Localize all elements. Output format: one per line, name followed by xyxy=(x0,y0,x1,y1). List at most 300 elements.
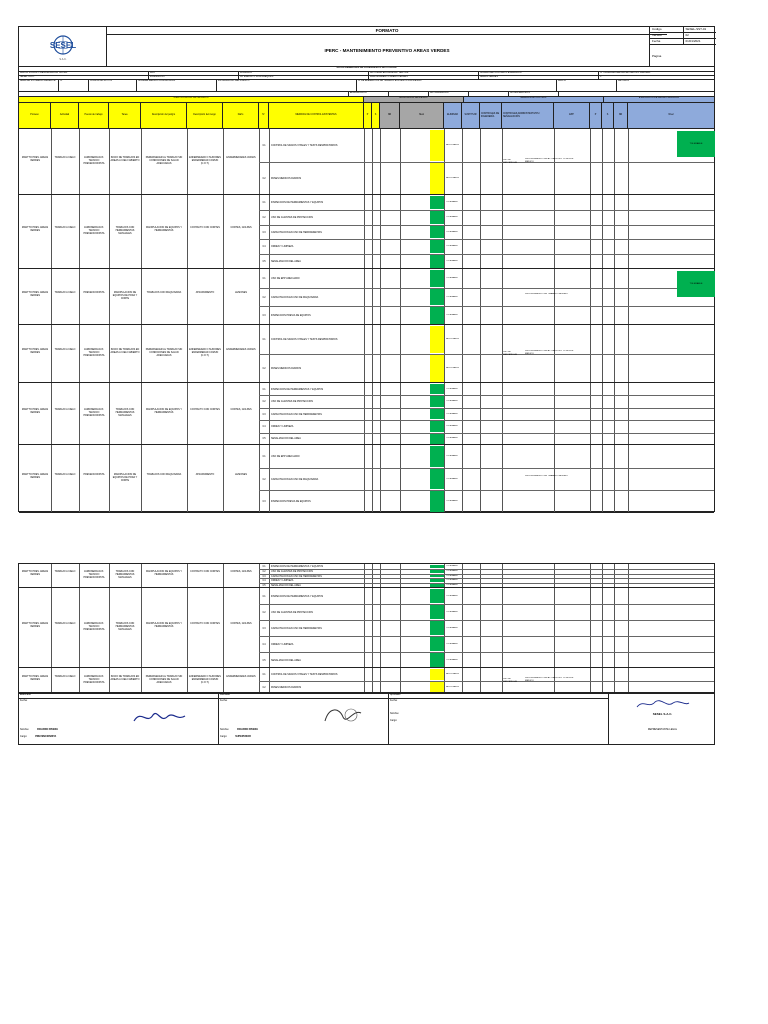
control-text: CAPACITACION EN USO DE MAQUINARIA xyxy=(271,477,319,481)
engineering-control: USO DE MASCARILLAS xyxy=(503,159,518,164)
info-row xyxy=(19,80,714,92)
risk-level-cell xyxy=(430,605,444,619)
signature-aprobado xyxy=(389,693,609,745)
cell-risk: ATRAPAMIENTO xyxy=(195,291,215,294)
document-header xyxy=(19,27,714,67)
control-number: C1 xyxy=(262,200,266,204)
risk-level-label: TOLERABLE xyxy=(446,215,458,218)
risk-level-label: TOLERABLE xyxy=(446,412,458,415)
control-number: C2 xyxy=(262,295,266,299)
cell-activity: TRABAJO A CIELO xyxy=(54,408,76,411)
col-proceso: Proceso xyxy=(19,103,51,128)
grid-line xyxy=(223,195,224,268)
risk-level-label: TOLERABLE xyxy=(446,276,458,279)
grid-line xyxy=(51,445,52,512)
company-value: 5 xyxy=(600,76,602,78)
info-label: NOMBRE MEDICO OCUPACIONAL xyxy=(137,80,217,91)
risk-level-cell xyxy=(430,434,444,444)
signature-position-label: Cargo: xyxy=(220,735,228,738)
grid-line xyxy=(480,269,481,324)
grid-line xyxy=(602,383,603,444)
col-controles-existentes: MEDIDAS DE CONTROL EXISTENTES xyxy=(269,103,364,128)
risk-level-label: TOLERABLE xyxy=(446,579,458,582)
control-text: SEÑALIZACION DEL AREA xyxy=(271,658,301,662)
document-sheet-2 xyxy=(18,563,715,745)
grid-line xyxy=(51,325,52,382)
grid-line xyxy=(223,383,224,444)
risk-block xyxy=(19,668,714,694)
col-p2: P xyxy=(590,103,602,128)
col-epp: EPP xyxy=(554,103,590,128)
grid-line xyxy=(109,383,110,444)
row-divider xyxy=(259,225,714,226)
risk-level-cell xyxy=(430,255,444,268)
control-text: ORDEN Y LIMPIEZA xyxy=(271,579,294,583)
cell-process: MANTTO PREV. AREAS VERDES xyxy=(21,570,49,576)
cell-damage: LESIONES xyxy=(235,291,247,294)
row-divider xyxy=(259,652,714,653)
cell-activity: TRABAJO A CIELO xyxy=(54,675,76,678)
grid-line xyxy=(462,445,463,512)
col-nivel2: Nivel xyxy=(628,103,714,128)
signature-elaborado xyxy=(19,693,219,745)
cell-hazard: MANIPULACION DE EQUIPOS Y HERRAMIENTAS xyxy=(146,622,182,628)
cell-damage: LESIONES xyxy=(235,473,247,476)
grid-line xyxy=(79,445,80,512)
grid-line xyxy=(269,588,270,667)
grid-line xyxy=(79,588,80,667)
grid-line xyxy=(141,129,142,194)
signature-position-label: Cargo: xyxy=(20,735,28,738)
risk-level-cell xyxy=(430,446,444,467)
grid-line xyxy=(187,383,188,444)
grid-line xyxy=(380,445,381,512)
risk-level-label: TOLERABLE xyxy=(446,245,458,248)
cell-hazard: MANIPULACION DE EQUIPOS Y HERRAMIENTAS xyxy=(146,226,182,232)
grid-line xyxy=(187,564,188,587)
control-text: INSPECCION DE HERRAMIENTAS Y EQUIPOS xyxy=(271,200,324,204)
risk-level-cell xyxy=(430,421,444,431)
grid-line xyxy=(380,195,381,268)
grid-line xyxy=(187,195,188,268)
risk-level-label: TOLERABLE xyxy=(446,564,458,567)
cell-activity: TRABAJO A CIELO xyxy=(54,291,76,294)
control-number: C3 xyxy=(262,574,266,578)
risk-block xyxy=(19,564,714,588)
cell-process: MANTTO PREV. AREAS VERDES xyxy=(21,675,49,681)
grid-line xyxy=(444,383,445,444)
cell-position: JARDINERO/AUX. TECNICO PREVENCIONISTA xyxy=(83,622,105,631)
svg-text:SESEL: SESEL xyxy=(49,41,77,50)
company-value: AREAS VERDES xyxy=(479,76,599,79)
grid-line xyxy=(614,445,615,512)
cell-damage: ENFERMEDADES VARIAS xyxy=(226,348,256,351)
grid-line xyxy=(554,195,555,268)
grid-line xyxy=(502,588,503,667)
residual-level: TOLERABLE xyxy=(677,271,715,297)
grid-line xyxy=(372,588,373,667)
sesel-logo-icon xyxy=(19,27,107,67)
control-number: C1 xyxy=(262,338,266,341)
grid-line xyxy=(400,383,401,444)
grid-line xyxy=(602,195,603,268)
control-number: C2 xyxy=(262,177,266,180)
signature-role: Aprobado xyxy=(389,693,608,699)
risk-level-cell xyxy=(430,584,444,587)
control-number: C2 xyxy=(262,215,266,219)
row-divider xyxy=(259,306,714,307)
grid-line xyxy=(109,564,110,587)
row-divider xyxy=(259,354,714,355)
row-divider xyxy=(259,604,714,605)
risk-block xyxy=(19,383,714,445)
company-stamp xyxy=(609,693,716,745)
grid-line xyxy=(372,269,373,324)
control-text: ORDEN Y LIMPIEZA xyxy=(271,245,294,249)
cell-position: JARDINERO/AUX. TECNICO PREVENCIONISTA xyxy=(83,226,105,235)
signature-date-label: Fecha: xyxy=(390,698,398,702)
grid-line xyxy=(628,195,629,268)
grid-line xyxy=(141,445,142,512)
grid-line xyxy=(187,445,188,512)
grid-line xyxy=(502,195,503,268)
band-identification: IDENTIFICACION DE PELIGROS xyxy=(19,97,364,102)
risk-level-cell xyxy=(430,196,444,209)
grid-line xyxy=(109,445,110,512)
cell-task: TRABAJOS CON HERRAMIENTAS MANUALES xyxy=(115,622,135,631)
control-text: CAPACITACION EN USO DE HERRAMIENTAS xyxy=(271,626,322,630)
administrative-control: PROCEDIMIENTO DE TRABAJO SEGURO xyxy=(525,475,568,477)
document-code-box xyxy=(649,27,716,67)
control-number: C1 xyxy=(262,673,266,676)
grid-line xyxy=(462,195,463,268)
control-number: C3 xyxy=(262,500,266,504)
cell-hazard: PERMANECER AL TRABAJO SIN CONDICIONES DE SALUD ADECUADAS xyxy=(145,156,183,165)
cell-risk: ENFERMEDAD O SUDORES ENFERMEDAD COMUN (C.O.T.) xyxy=(189,675,221,684)
cell-process: MANTTO PREV. AREAS VERDES xyxy=(21,473,49,479)
risk-level-cell xyxy=(430,240,444,253)
control-text: CAPACITACION EN USO DE HERRAMIENTAS xyxy=(271,412,322,416)
cell-hazard: MANIPULACION DE EQUIPOS Y HERRAMIENTAS xyxy=(146,570,182,576)
grid-line xyxy=(590,383,591,444)
grid-line xyxy=(554,269,555,324)
company-value: 20486895XXX xyxy=(149,76,239,79)
control-number: C1 xyxy=(262,564,266,568)
grid-line xyxy=(380,269,381,324)
grid-line xyxy=(141,564,142,587)
control-text: CONTROL DE SIGNOS VITALES Y TESTS RESPIRATORIOS xyxy=(271,144,338,147)
risk-level-cell xyxy=(430,589,444,603)
signature-position: PREVENCIONISTA xyxy=(35,735,57,738)
risk-level-cell xyxy=(430,653,444,667)
info-label: Nº DE ELEMENTOS DE TRABAJO EXPUESTOS AL RIESGO xyxy=(357,80,557,91)
risk-level-label: IMPORTANTE xyxy=(446,338,459,340)
column-header-row xyxy=(19,103,714,129)
row-divider xyxy=(259,395,714,396)
col-s2: S xyxy=(602,103,614,128)
control-number: C3 xyxy=(262,412,266,416)
risk-level-label: TOLERABLE xyxy=(446,400,458,403)
cell-position: PREVENCIONISTA xyxy=(83,473,105,476)
info-label: INFORMACION DEL PUESTO xyxy=(217,80,357,91)
risk-level-label: IMPORTANTE xyxy=(446,177,459,179)
company-label: ACTIVIDAD ECONOMICA / SECTOR xyxy=(369,72,479,75)
control-number: C3 xyxy=(262,230,266,234)
grid-line xyxy=(614,195,615,268)
grid-line xyxy=(223,129,224,194)
col-nr: NR xyxy=(380,103,400,128)
company-value: MANTENIMIENTO AREAS VERDES xyxy=(369,76,479,79)
grid-line xyxy=(400,445,401,512)
signature-name-label: Nombre: xyxy=(20,728,30,731)
grid-line xyxy=(187,588,188,667)
grid-line xyxy=(79,129,80,194)
risk-level-label: TOLERABLE xyxy=(446,584,458,587)
cell-hazard: TRABAJOS CON MAQUINARIA xyxy=(146,291,182,294)
band-control: MEDIDAS DE CONTROL xyxy=(464,97,604,102)
risk-level-cell xyxy=(430,289,444,306)
cell-damage: CORTES, GOLPES xyxy=(230,408,252,411)
control-text: CAPACITACION EN USO DE MAQUINARIA xyxy=(271,295,319,299)
code-value: SESEL-SST-01 xyxy=(683,27,717,32)
control-text: SEÑALIZACION DEL AREA xyxy=(271,260,301,264)
grid-line xyxy=(554,445,555,512)
company-label: RUC xyxy=(149,72,239,75)
grid-line xyxy=(602,445,603,512)
cell-task: INICIO DE TRABAJOS EN AREAS A CIELO ABIERTO xyxy=(110,156,140,162)
control-number: C5 xyxy=(262,437,266,441)
format-label: FORMATO xyxy=(107,27,667,35)
grid-line xyxy=(502,269,503,324)
band-residual: EVALUACION DE RIESGO RESIDUAL xyxy=(604,97,714,102)
row-divider xyxy=(259,420,714,421)
grid-line xyxy=(628,588,629,667)
grid-line xyxy=(480,588,481,667)
grid-line xyxy=(51,129,52,194)
cell-damage: ENFERMEDADES VARIAS xyxy=(226,675,256,678)
date-label: Fecha xyxy=(652,39,661,43)
grid-line xyxy=(372,383,373,444)
grid-line xyxy=(269,269,270,324)
signature-position: SUPERVISOR xyxy=(235,735,251,738)
grid-line xyxy=(141,195,142,268)
grid-line xyxy=(187,269,188,324)
cell-position: PREVENCIONISTA xyxy=(83,291,105,294)
signature-date-label: Fecha: xyxy=(20,698,28,702)
grid-line xyxy=(590,588,591,667)
risk-level-label: TOLERABLE xyxy=(446,477,458,480)
administrative-control: PROCEDIMIENTO DE ACTUACION Y CONTROL MEDICO xyxy=(525,158,574,163)
col-nivel: Nivel xyxy=(400,103,444,128)
grid-line xyxy=(372,195,373,268)
control-number: C1 xyxy=(262,387,266,391)
grid-line xyxy=(109,325,110,382)
risk-level-cell xyxy=(430,211,444,224)
company-label: RAZON SOCIAL O DENOMINACION SOCIAL xyxy=(19,72,149,75)
risk-level-label: TOLERABLE xyxy=(446,200,458,203)
page-label: Página xyxy=(652,54,662,58)
cell-position: JARDINERO/AUX. TECNICO PREVENCIONISTA xyxy=(83,408,105,417)
signature-name: RICARDO RIVERA xyxy=(237,728,259,731)
row-divider xyxy=(259,681,714,682)
risk-level-cell xyxy=(430,226,444,239)
grid-line xyxy=(400,588,401,667)
risk-level-label: TOLERABLE xyxy=(446,626,458,629)
grid-line xyxy=(400,195,401,268)
risk-level-cell xyxy=(430,565,444,568)
row-divider xyxy=(259,210,714,211)
cell-damage: ENFERMEDADES VARIAS xyxy=(226,156,256,159)
risk-level-cell xyxy=(430,469,444,490)
cell-process: MANTTO PREV. AREAS VERDES xyxy=(21,291,49,297)
cell-task: TRABAJOS CON HERRAMIENTAS MANUALES xyxy=(115,408,135,417)
cell-risk: CONTACTO CON CORTES xyxy=(190,226,220,229)
cell-risk: CONTACTO CON CORTES xyxy=(190,570,220,573)
control-text: USO DE EPP ADECUADO xyxy=(271,276,300,280)
cell-process: MANTTO PREV. AREAS VERDES xyxy=(21,622,49,628)
risk-level-label: IMPORTANTE xyxy=(446,673,459,675)
grid-line xyxy=(109,588,110,667)
engineering-control: USO DE MASCARILLAS xyxy=(503,678,518,683)
risk-block xyxy=(19,588,714,668)
control-number: C2 xyxy=(262,367,266,370)
control-text: USO DE EPP ADECUADO xyxy=(271,454,300,458)
grid-line xyxy=(364,195,365,268)
grid-line xyxy=(444,445,445,512)
grid-line xyxy=(187,129,188,194)
control-number: C5 xyxy=(262,584,266,588)
grid-line xyxy=(444,269,445,324)
risk-level-cell xyxy=(430,637,444,651)
control-text: INSPECCION PREVIA DE EQUIPOS xyxy=(271,314,311,318)
cell-task: INICIO DE TRABAJOS EN AREAS A CIELO ABIERTO xyxy=(110,675,140,681)
signature-name: RICARDO RIVERA xyxy=(37,728,59,731)
control-number: C2 xyxy=(262,610,266,614)
cell-activity: TRABAJO A CIELO xyxy=(54,622,76,625)
control-number: C3 xyxy=(262,626,266,630)
grid-line xyxy=(223,325,224,382)
risk-level-cell xyxy=(430,163,444,194)
document-sheet-1 xyxy=(18,26,715,512)
info-label: Nº xyxy=(59,80,89,91)
signature-name-label: Nombre: xyxy=(390,712,400,715)
signature-revisado xyxy=(219,693,389,745)
grid-line xyxy=(109,129,110,194)
signature-role: Elaborado xyxy=(19,693,218,699)
risk-block xyxy=(19,445,714,513)
control-text: INSPECCION DE HERRAMIENTAS Y EQUIPOS xyxy=(271,387,324,391)
risk-level-cell xyxy=(430,570,444,573)
cell-process: MANTTO PREV. AREAS VERDES xyxy=(21,348,49,354)
grid-line xyxy=(223,445,224,512)
row-divider xyxy=(259,468,714,469)
risk-level-label: TOLERABLE xyxy=(446,610,458,613)
risk-level-label: TOLERABLE xyxy=(446,658,458,661)
grid-line xyxy=(79,668,80,693)
code-label: Código xyxy=(652,27,662,31)
grid-line xyxy=(614,588,615,667)
cell-hazard: PERMANECER AL TRABAJO SIN CONDICIONES DE SALUD ADECUADAS xyxy=(145,348,183,357)
control-text: INSPECCION PREVIA DE EQUIPOS xyxy=(271,500,311,504)
stamp-company-name: SESEL S.A.C. xyxy=(652,712,673,716)
grid-line xyxy=(51,588,52,667)
row-divider xyxy=(259,239,714,240)
risk-level-label: TOLERABLE xyxy=(446,500,458,503)
col-dano: Daño xyxy=(223,103,259,128)
grid-line xyxy=(590,445,591,512)
company-logo xyxy=(19,27,107,67)
administrative-control: PROCEDIMIENTO DE ACTUACION Y CONTROL MEDICO xyxy=(525,350,574,355)
col-ingenieria: CONTROLES DE INGENIERÍA xyxy=(480,103,502,128)
cell-task: INICIO DE TRABAJOS EN AREAS A CIELO ABIERTO xyxy=(110,348,140,354)
info-label: FECHA xyxy=(557,80,617,91)
risk-level-label: TOLERABLE xyxy=(446,387,458,390)
stamp-subtitle: REPRESENTANTE LEGAL xyxy=(647,728,678,731)
cell-damage: CORTES, GOLPES xyxy=(230,622,252,625)
grid-line xyxy=(79,564,80,587)
cell-activity: TRABAJO A CIELO xyxy=(54,570,76,573)
date-value: 01/01/2021 xyxy=(683,39,717,44)
risk-level-label: TOLERABLE xyxy=(446,437,458,440)
risk-level-cell xyxy=(430,579,444,582)
grid-line xyxy=(79,383,80,444)
control-number: C1 xyxy=(262,144,266,147)
cell-damage: CORTES, GOLPES xyxy=(230,226,252,229)
row-divider xyxy=(259,433,714,434)
grid-line xyxy=(444,588,445,667)
grid-line xyxy=(628,383,629,444)
risk-level-label: TOLERABLE xyxy=(446,230,458,233)
col-nr2: NR xyxy=(614,103,628,128)
cell-activity: TRABAJO A CIELO xyxy=(54,156,76,159)
risk-level-label: TOLERABLE xyxy=(446,314,458,317)
risk-block xyxy=(19,325,714,383)
signature-position-label: Cargo: xyxy=(390,719,398,722)
grid-line xyxy=(51,564,52,587)
cell-risk: ENFERMEDAD O SUDORES ENFERMEDAD COMUN (C.O.T.) xyxy=(189,348,221,357)
cell-process: MANTTO PREV. AREAS VERDES xyxy=(21,408,49,414)
grid-line xyxy=(614,383,615,444)
actualizacion-label: ACTUALIZACION xyxy=(429,92,469,96)
grid-line xyxy=(51,195,52,268)
grid-line xyxy=(602,588,603,667)
grid-line xyxy=(364,445,365,512)
risk-level-cell xyxy=(430,270,444,287)
cell-activity: TRABAJO A CIELO xyxy=(54,473,76,476)
grid-line xyxy=(109,668,110,693)
cell-process: MANTTO PREV. AREAS VERDES xyxy=(21,156,49,162)
risk-block xyxy=(19,195,714,269)
engineering-control: USO DE MASCARILLAS xyxy=(503,351,518,356)
row-divider xyxy=(259,636,714,637)
control-number: C4 xyxy=(262,642,266,646)
grid-line xyxy=(51,668,52,693)
version-label: Versión xyxy=(652,33,663,37)
col-administrativos: CONTROLES ADMINISTRATIVOS / SEÑALIZACIÓN xyxy=(502,103,554,128)
cell-risk: CONTACTO CON CORTES xyxy=(190,622,220,625)
col-p: P xyxy=(364,103,372,128)
risk-level-label: TOLERABLE xyxy=(446,295,458,298)
grid-line xyxy=(462,383,463,444)
cell-position: JARDINERO/AUX. TECNICO PREVENCIONISTA xyxy=(83,156,105,165)
control-number: C1 xyxy=(262,276,266,280)
risk-level-cell xyxy=(430,621,444,635)
risk-level-cell xyxy=(430,326,444,353)
company-label: UNIDAD DEL CONTRATO ESPECIFICO xyxy=(479,72,599,75)
grid-line xyxy=(462,269,463,324)
control-text: INSPECCION DE HERRAMIENTAS Y EQUIPOS xyxy=(271,564,324,568)
control-text: ORDEN Y LIMPIEZA xyxy=(271,424,294,428)
